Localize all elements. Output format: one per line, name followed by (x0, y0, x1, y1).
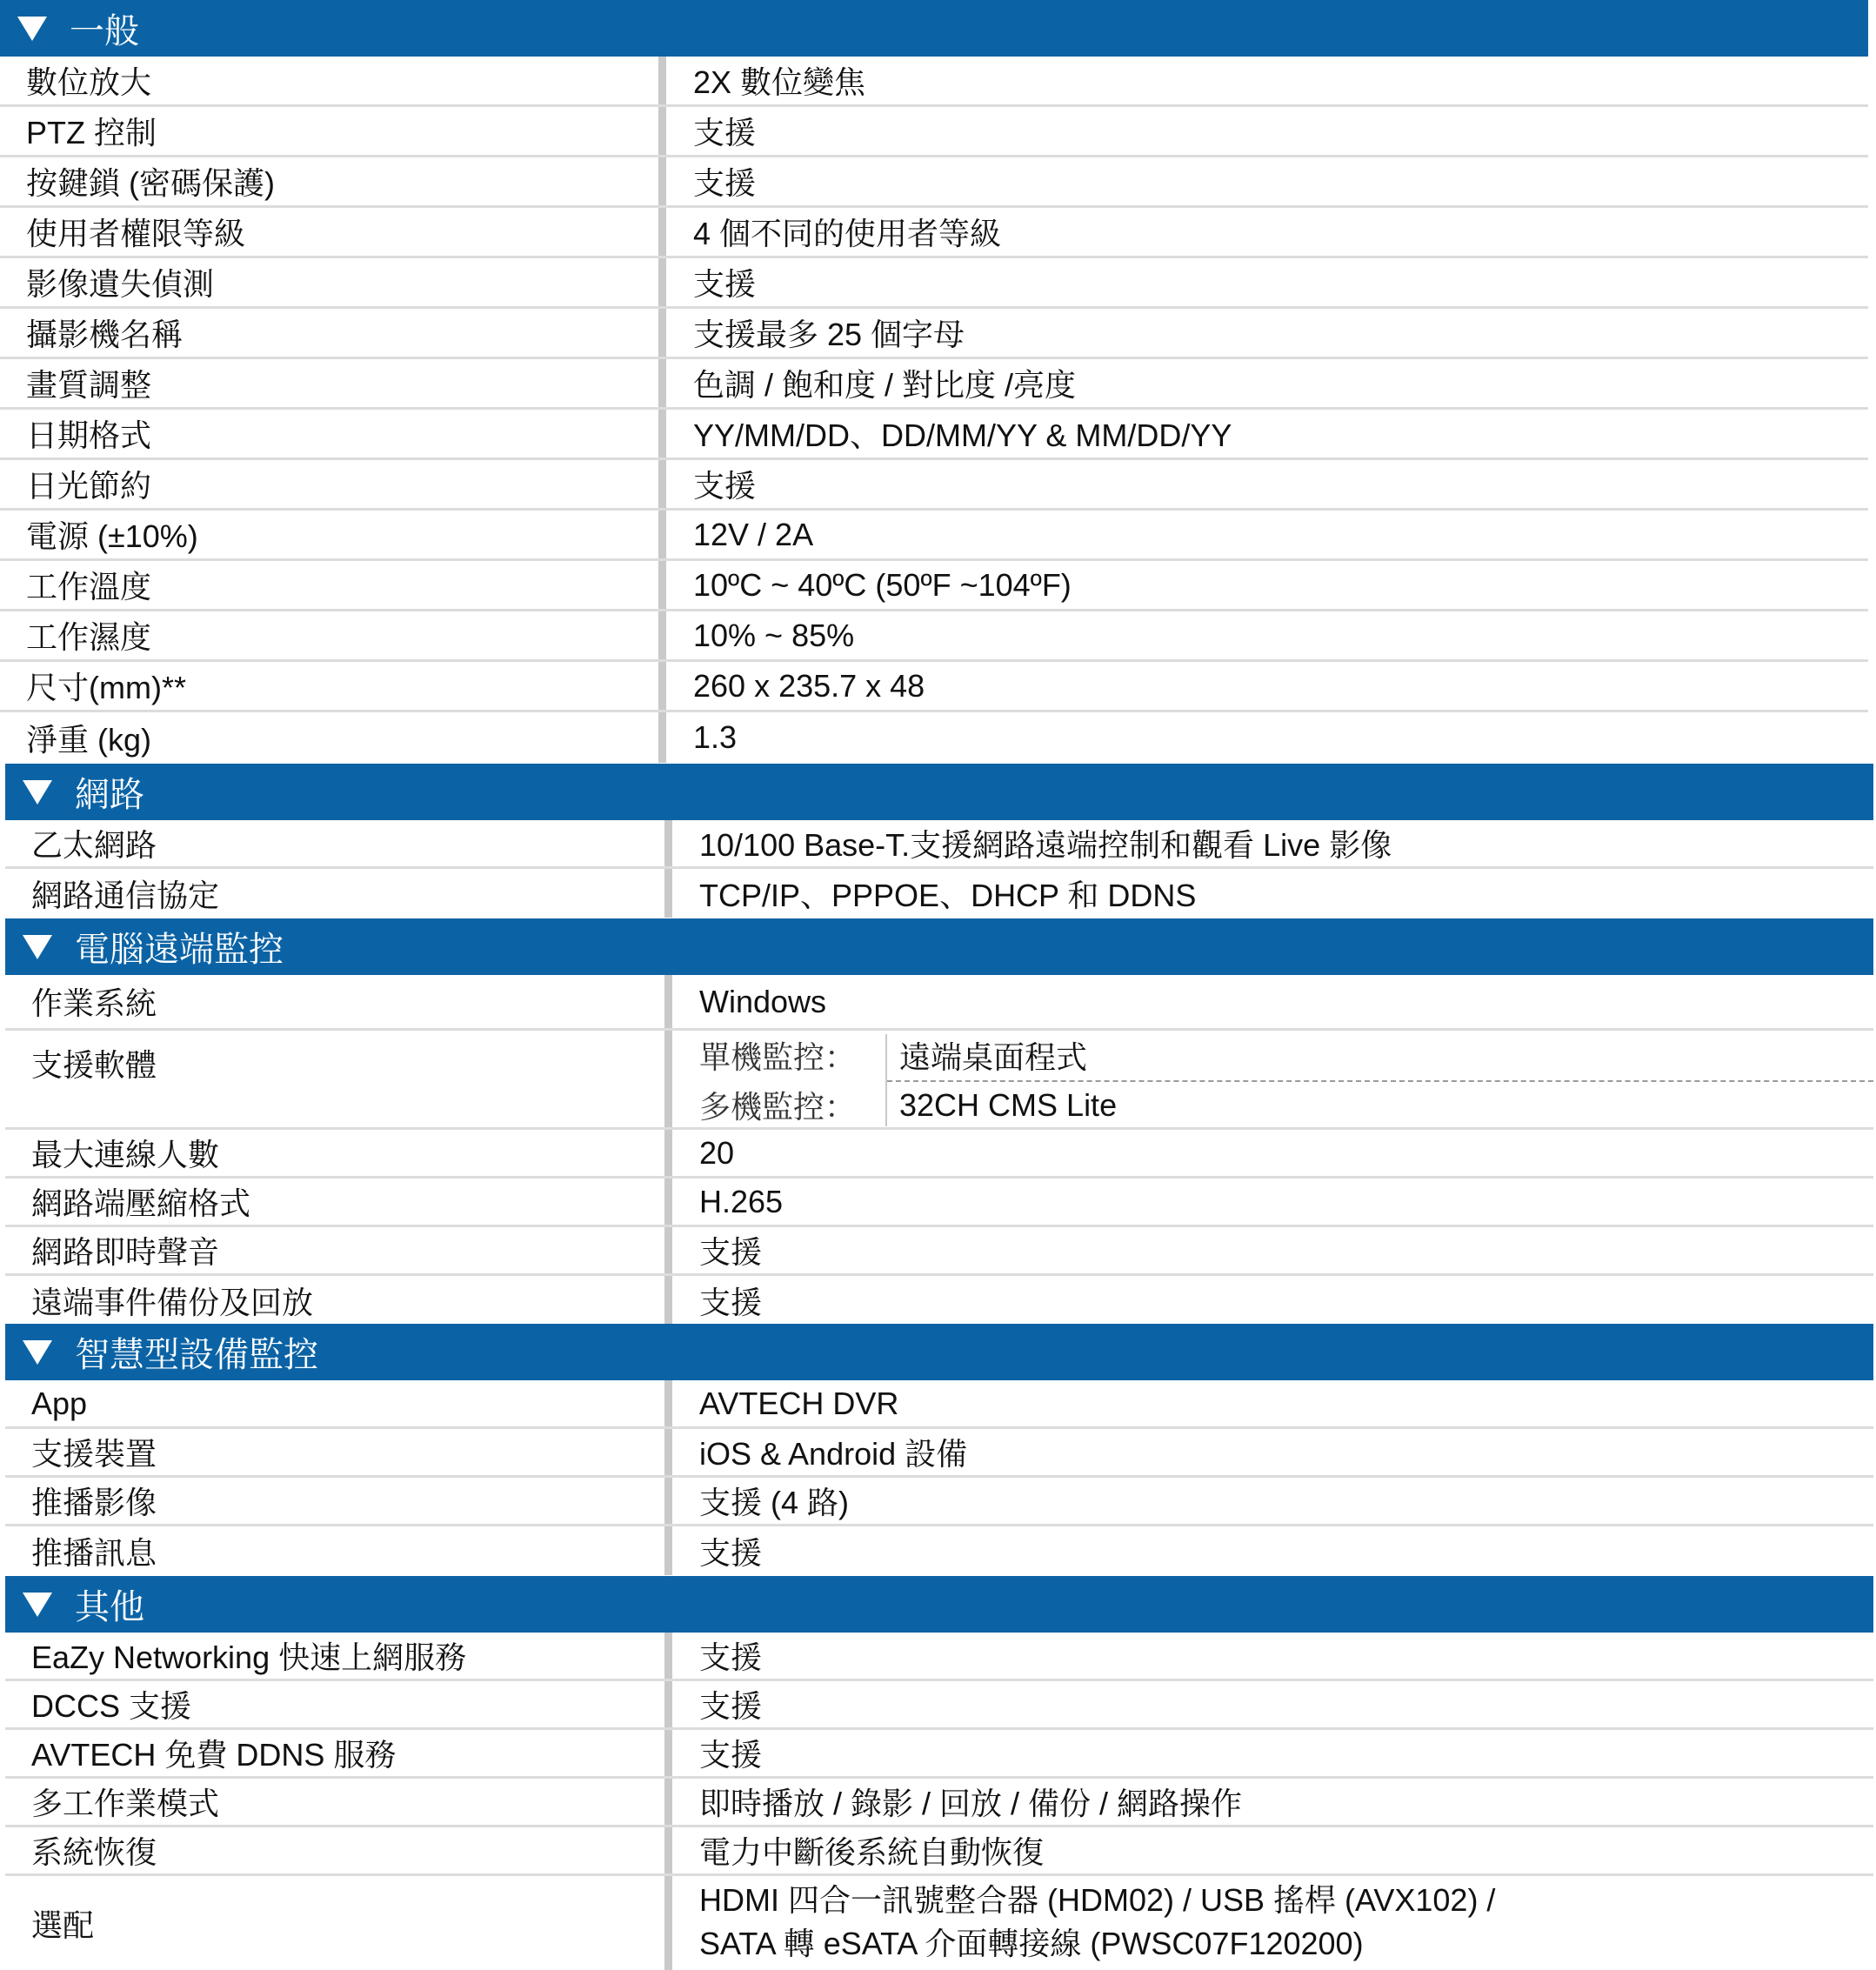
section-0 (0, 0, 1868, 763)
table-row (0, 258, 1868, 309)
row-label: 系統恢復 (31, 1834, 157, 1870)
table-row (5, 820, 1873, 869)
table-row (5, 1227, 1873, 1276)
row-label: 作業系統 (31, 985, 157, 1021)
table-row (5, 1276, 1873, 1325)
section-2 (5, 918, 1873, 1325)
table-row (0, 208, 1868, 258)
table-row (0, 460, 1868, 511)
table-row (0, 712, 1868, 763)
table-row (5, 1779, 1873, 1827)
triangle-down-icon (23, 780, 52, 805)
row-label: 支援裝置 (31, 1436, 157, 1472)
table-row (0, 410, 1868, 460)
triangle-down-icon (23, 935, 52, 959)
row-value: 支援 (693, 115, 757, 150)
row-value: 支援 (699, 1534, 763, 1571)
row-label: 尺寸(mm)** (26, 670, 186, 705)
row-value: TCP/IP、PPPOE、DHCP 和 DDNS (699, 877, 1197, 913)
section-rows (5, 820, 1873, 918)
row-value: 支援 (693, 468, 757, 504)
row-label: 工作濕度 (26, 619, 152, 655)
table-row (0, 157, 1868, 208)
row-label: 最大連線人數 (31, 1137, 220, 1172)
row-value: 10/100 Base-T.支援網路遠端控制和觀看 Live 影像 (699, 827, 1392, 863)
row-value: 支援 (693, 165, 757, 201)
section-3 (5, 1324, 1873, 1575)
section-rows (0, 57, 1868, 763)
table-row (5, 1526, 1873, 1575)
table-row (5, 1681, 1873, 1730)
section-header (5, 1324, 1873, 1380)
table-row (0, 107, 1868, 157)
row-label: 推播影像 (31, 1485, 157, 1520)
table-row (0, 611, 1868, 662)
row-label: 日光節約 (26, 468, 152, 504)
row-label: 選配 (31, 1907, 95, 1943)
table-row (5, 1827, 1873, 1876)
row-value: 10% ~ 85% (693, 617, 855, 653)
section-header (5, 764, 1873, 820)
table-row (0, 359, 1868, 410)
row-value: 色調 / 飽和度 / 對比度 /亮度 (693, 367, 1077, 403)
section-rows (5, 1380, 1873, 1575)
table-row (0, 511, 1868, 561)
section-title: 一般 (70, 12, 139, 50)
table-row (0, 57, 1868, 107)
row-label: 攝影機名稱 (26, 317, 184, 352)
row-value: 支援 (4 路) (699, 1485, 850, 1520)
row-label: 網路端壓縮格式 (31, 1185, 251, 1221)
row-value: 支援 (699, 1688, 763, 1724)
row-value: Windows (699, 983, 827, 1019)
row-label: 網路通信協定 (31, 877, 220, 913)
row-value: 20 (699, 1134, 735, 1171)
row-value: 支援 (699, 1234, 763, 1270)
table-row (5, 975, 1873, 1031)
row-value: 即時播放 / 錄影 / 回放 / 備份 / 網路操作 (699, 1786, 1243, 1821)
row-label: 支援軟體 (31, 1047, 157, 1083)
table-row (5, 1429, 1873, 1478)
section-rows (5, 975, 1873, 1325)
row-label: 數位放大 (26, 64, 152, 100)
table-row (5, 1633, 1873, 1681)
row-value: 10ºC ~ 40ºC (50ºF ~104ºF) (693, 566, 1072, 603)
section-title: 網路 (75, 776, 144, 814)
section-1 (5, 764, 1873, 918)
row-label: 多工作業模式 (31, 1786, 220, 1821)
row-value: 260 x 235.7 x 48 (693, 667, 925, 704)
row-value-line: SATA 轉 eSATA 介面轉接線 (PWSC07F120200) (699, 1926, 1364, 1961)
sub-row-key: 單機監控： (699, 1039, 857, 1075)
row-value: 支援 (699, 1639, 763, 1675)
row-label: DCCS 支援 (31, 1688, 192, 1724)
table-row (5, 1478, 1873, 1526)
section-header (5, 918, 1873, 975)
sub-row-value: 遠端桌面程式 (899, 1039, 1088, 1075)
section-title: 電腦遠端監控 (75, 931, 284, 969)
section-rows (5, 1633, 1873, 1970)
sub-row-key: 多機監控： (699, 1089, 857, 1125)
row-label: App (31, 1385, 88, 1421)
section-title: 智慧型設備監控 (75, 1336, 318, 1374)
row-value: iOS & Android 設備 (699, 1436, 968, 1472)
row-label: 電源 (±10%) (26, 518, 198, 554)
row-value: 電力中斷後系統自動恢復 (699, 1834, 1045, 1870)
row-label: 按鍵鎖 (密碼保護) (26, 165, 275, 201)
table-row (0, 561, 1868, 611)
row-value: 支援 (699, 1737, 763, 1773)
row-label: AVTECH 免費 DDNS 服務 (31, 1737, 397, 1773)
table-row (0, 662, 1868, 712)
row-value-multiline (699, 1879, 1495, 1966)
row-value: 支援 (699, 1284, 763, 1320)
triangle-down-icon (23, 1340, 52, 1365)
row-label: 乙太網路 (31, 827, 157, 863)
table-row (0, 309, 1868, 359)
row-label: 畫質調整 (26, 367, 152, 403)
sub-row (699, 1080, 1873, 1130)
table-row (5, 1876, 1873, 1970)
row-value: 12V / 2A (693, 516, 814, 552)
table-row (5, 1130, 1873, 1179)
section-header (5, 1576, 1873, 1633)
row-value: 2X 數位變焦 (693, 64, 866, 100)
table-row (5, 869, 1873, 918)
row-label: 使用者權限等級 (26, 216, 246, 251)
table-row (5, 1730, 1873, 1779)
triangle-down-icon (23, 1593, 52, 1617)
table-row (5, 1031, 1873, 1130)
row-value: H.265 (699, 1183, 784, 1219)
sub-row (699, 1031, 1873, 1080)
row-label: 淨重 (kg) (26, 721, 152, 758)
section-title: 其他 (75, 1588, 144, 1626)
table-row (5, 1179, 1873, 1227)
row-value: YY/MM/DD、DD/MM/YY & MM/DD/YY (693, 417, 1232, 453)
row-value-line: HDMI 四合一訊號整合器 (HDM02) / USB 搖桿 (AVX102) / (699, 1882, 1496, 1918)
row-value: 1.3 (693, 719, 738, 755)
row-label: 影像遺失偵測 (26, 266, 215, 302)
row-value: AVTECH DVR (699, 1385, 899, 1421)
dashed-divider (887, 1080, 1873, 1082)
triangle-down-icon (17, 17, 47, 41)
row-label: 日期格式 (26, 417, 152, 453)
sub-row-value: 32CH CMS Lite (899, 1086, 1118, 1123)
row-value: 4 個不同的使用者等級 (693, 216, 1002, 251)
row-value: 支援 (693, 266, 757, 302)
table-row (5, 1380, 1873, 1429)
row-label: PTZ 控制 (26, 115, 157, 150)
row-label: EaZy Networking 快速上網服務 (31, 1639, 467, 1675)
row-value: 支援最多 25 個字母 (693, 317, 965, 352)
row-label: 工作溫度 (26, 569, 152, 604)
row-label: 遠端事件備份及回放 (31, 1284, 314, 1320)
row-label: 網路即時聲音 (31, 1234, 220, 1270)
row-label: 推播訊息 (31, 1534, 157, 1571)
section-header (0, 0, 1868, 57)
section-4 (5, 1576, 1873, 1970)
